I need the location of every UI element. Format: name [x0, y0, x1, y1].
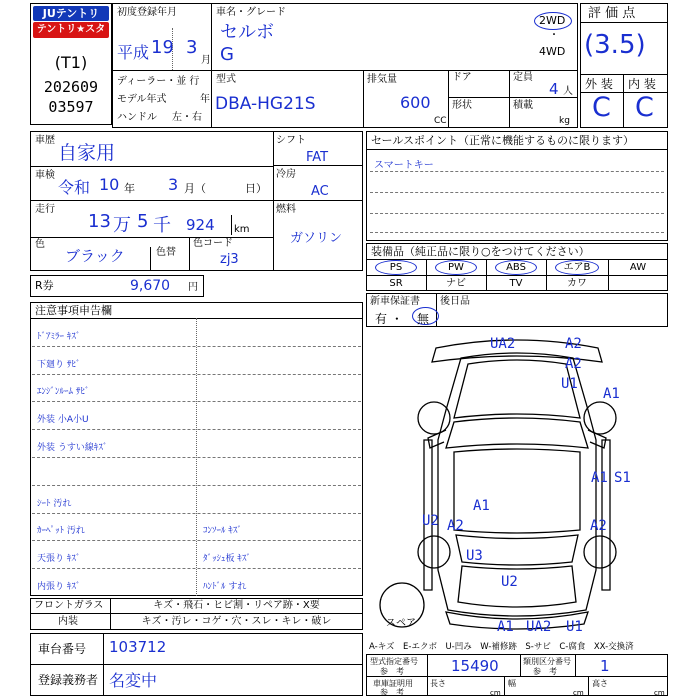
- glass-options: キズ・飛石・ヒビ割・リペア跡・X要: [153, 600, 320, 611]
- equip-aw: AW: [629, 262, 647, 273]
- ext-score: C: [592, 92, 611, 123]
- note-left-2: 下廻り ｻﾋﾞ: [37, 359, 81, 370]
- cert-label: 車庫証明用: [373, 679, 413, 688]
- damage-legend: A-キズ E-エクボ U-凹み W-補修跡 S-サビ C-腐食 XX-交換済: [369, 642, 634, 652]
- note-left-4: 外装 小A小U: [37, 415, 89, 426]
- damage-mark-6: A1: [591, 470, 608, 486]
- first-reg-era: 平成: [117, 43, 150, 62]
- score-value: (3.5): [584, 30, 646, 60]
- serial-number-1: 202609: [43, 78, 99, 96]
- handle-label: ハンドル: [117, 112, 157, 123]
- first-reg-year: 19: [151, 37, 174, 58]
- note-left-10: 内張り ｷｽﾞ: [37, 582, 81, 592]
- note-left-8: ｶｰﾍﾟｯﾄ 汚れ: [37, 526, 85, 537]
- engine-unit: CC: [434, 116, 447, 126]
- car-model: セルボ: [220, 22, 274, 43]
- equip-sr: SR: [389, 278, 403, 289]
- note-left-5: 外装 うすい線ｷｽﾞ: [37, 443, 108, 453]
- drive-2wd: 2WD: [539, 14, 566, 27]
- note-left-9: 天張り ｷｽﾞ: [37, 554, 81, 565]
- damage-mark-2: A2: [565, 336, 582, 352]
- repaint-label: 色替: [156, 247, 176, 258]
- auction-code: (T1): [54, 53, 88, 72]
- equip-navi: ナビ: [446, 278, 466, 289]
- shift-value: FAT: [306, 150, 329, 165]
- type-value: DBA-HG21S: [215, 94, 316, 114]
- damage-mark-15: UA2: [526, 619, 552, 635]
- inspection-day-unit: 日）: [245, 182, 267, 195]
- model-year-unit: 年: [200, 94, 210, 105]
- recycle-label: R券: [35, 279, 54, 292]
- warranty-selected: 無: [417, 312, 430, 326]
- equipment-title: 装備品（純正品に限り○をつけてください）: [371, 245, 590, 258]
- color-code-label: 色コード: [193, 238, 233, 249]
- color-label: 色: [35, 239, 45, 250]
- first-reg-month-unit: 月: [201, 55, 211, 66]
- drive-sep: ・: [549, 30, 559, 41]
- mileage-label: 走行: [35, 204, 55, 215]
- drive-4wd: 4WD: [539, 45, 566, 58]
- class-no-value: 1: [600, 657, 610, 675]
- type-no-sub: 参 考: [380, 667, 404, 676]
- serial-number-2: 03597: [48, 98, 94, 116]
- usage-label: 車歴: [35, 135, 55, 146]
- fuel-value: ガソリン: [290, 231, 343, 246]
- logo-star: テントリ★スター: [33, 22, 109, 38]
- ac-label: 冷房: [276, 169, 296, 180]
- damage-mark-3: A2: [565, 356, 582, 372]
- note-right-8: ｺﾝｿｰﾙ ｷｽﾞ: [203, 526, 242, 537]
- damage-mark-14: A1: [497, 619, 514, 635]
- damage-mark-10: A2: [447, 518, 464, 534]
- chassis-value: 103712: [109, 638, 167, 656]
- door-label: ドア: [452, 72, 472, 83]
- damage-mark-11: A2: [590, 518, 607, 534]
- damage-mark-12: U3: [466, 548, 483, 564]
- inspection-month-unit: 月（: [184, 182, 206, 195]
- warranty-label: 新車保証書: [370, 296, 420, 307]
- warranty-options: 有 ・: [375, 312, 403, 326]
- inspection-month: 3: [168, 175, 179, 194]
- dealer-label: ディーラー・並 行: [117, 76, 200, 87]
- type-no-value: 15490: [451, 657, 499, 675]
- equip-pw: PW: [448, 262, 464, 273]
- recycle-unit: 円: [188, 282, 198, 293]
- shape-label: 形状: [452, 100, 472, 111]
- first-reg-month: 3: [186, 37, 198, 58]
- type-no-label: 型式指定番号: [370, 657, 418, 666]
- load-label: 積載: [513, 100, 533, 111]
- int-score: C: [635, 92, 654, 123]
- mileage-man-unit: 万: [113, 215, 131, 236]
- color-value: ブラック: [65, 247, 125, 265]
- logo-ju: JUテントリ: [33, 6, 109, 21]
- model-year-label: モデル年式: [117, 94, 167, 105]
- owner-label: 登録義務者: [38, 673, 99, 687]
- sales-item-1: スマートキー: [374, 160, 434, 171]
- inspection-year: 10: [99, 175, 120, 194]
- cert-height-unit: cm: [654, 689, 665, 697]
- notes-title: 注意事項申告欄: [35, 304, 112, 317]
- interior-label: 内装: [58, 616, 78, 627]
- glass-label: フロントガラス: [34, 600, 104, 611]
- damage-mark-16: U1: [566, 619, 583, 635]
- damage-mark-9: U2: [422, 513, 439, 529]
- inspection-label: 車検: [35, 170, 55, 181]
- note-left-7: ｼｰﾄ 汚れ: [37, 498, 72, 509]
- damage-mark-5: A1: [603, 386, 620, 402]
- sales-block: [366, 131, 668, 241]
- postdate-label: 後日品: [440, 296, 470, 307]
- damage-mark-7: S1: [614, 470, 631, 486]
- equip-ps: PS: [389, 262, 403, 273]
- equip-airbag: エアB: [563, 262, 591, 273]
- recycle-block: [30, 275, 204, 297]
- recycle-value: 9,670: [130, 278, 171, 294]
- note-right-9: ﾀﾞｯｼｭ板 ｷｽﾞ: [203, 554, 251, 565]
- class-no-label: 類別区分番号: [523, 657, 571, 666]
- capacity-value: 4: [549, 80, 559, 98]
- interior-options: キズ・汚レ・コゲ・穴・スレ・キレ・破レ: [141, 616, 332, 627]
- cert-width-unit: cm: [573, 689, 584, 697]
- car-grade: G: [220, 44, 234, 65]
- capacity-unit: 人: [563, 86, 573, 97]
- class-no-sub: 参 考: [533, 667, 557, 676]
- load-unit: kg: [559, 116, 570, 126]
- damage-mark-8: A1: [473, 498, 490, 514]
- equip-leather: カワ: [567, 278, 587, 289]
- first-reg-label: 初度登録年月: [117, 7, 177, 18]
- damage-mark-13: U2: [501, 574, 518, 590]
- shift-label: シフト: [276, 135, 306, 146]
- chassis-label: 車台番号: [38, 642, 87, 656]
- int-label: 内 装: [628, 77, 656, 91]
- note-left-3: ｴﾝｼﾞﾝﾙｰﾑ ｻﾋﾞ: [37, 387, 90, 398]
- ac-value: AC: [311, 184, 329, 199]
- cert-width-label: 幅: [508, 679, 516, 688]
- usage-value: 自家用: [58, 142, 116, 164]
- damage-mark-4: U1: [561, 376, 578, 392]
- handle-options: 左・右: [172, 112, 202, 123]
- cert-length-unit: cm: [490, 689, 501, 697]
- car-name-label: 車名・グレード: [216, 7, 286, 18]
- inspection-era: 令和: [58, 178, 91, 197]
- owner-value: 名変中: [109, 671, 158, 690]
- equip-tv: TV: [509, 278, 523, 289]
- type-label: 型式: [216, 74, 236, 85]
- mileage-rest: 924: [186, 216, 215, 234]
- cert-length-label: 長さ: [430, 679, 446, 688]
- equip-abs: ABS: [506, 262, 526, 273]
- inspection-year-unit: 年: [124, 182, 135, 195]
- mileage-unit: km: [234, 224, 250, 235]
- sales-title: セールスポイント（正常に機能するものに限ります）: [371, 134, 635, 147]
- note-left-1: ﾄﾞｱﾐﾗｰ ｷｽﾞ: [37, 331, 81, 342]
- mileage-sen-unit: 千: [153, 215, 171, 236]
- spare-label: スペア: [386, 618, 416, 629]
- capacity-label: 定員: [513, 72, 533, 83]
- color-code: zj3: [220, 252, 239, 267]
- cert-height-label: 高さ: [592, 679, 608, 688]
- cert-sub: 参 考: [380, 688, 404, 697]
- fuel-label: 燃料: [276, 204, 296, 215]
- mileage-sen: 5: [137, 211, 149, 232]
- engine-label: 排気量: [367, 74, 397, 85]
- mileage-man: 13: [88, 211, 111, 232]
- ext-label: 外 装: [585, 77, 613, 91]
- note-right-10: ﾊﾝﾄﾞﾙ すれ: [203, 582, 247, 592]
- score-label: 評 価 点: [588, 6, 636, 21]
- engine-value: 600: [400, 93, 431, 112]
- damage-mark-1: UA2: [490, 336, 516, 352]
